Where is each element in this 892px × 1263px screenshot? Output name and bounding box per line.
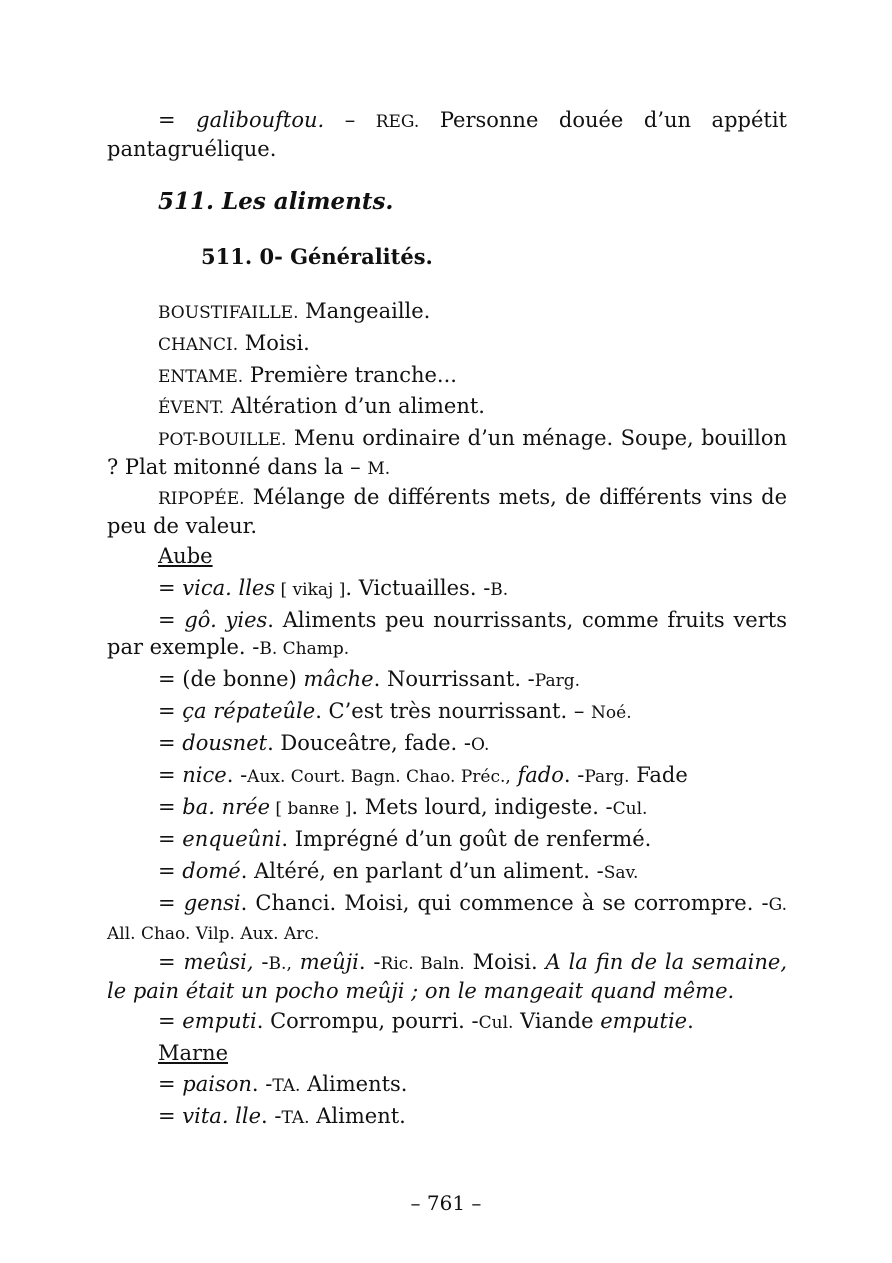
entry-chanci: CHANCI. Moisi.: [158, 331, 310, 355]
intro-entry: = galibouftou. – REG. Personne douée d’un appétit pantagruélique.: [107, 108, 787, 161]
entry-pot-bouille: POT-BOUILLE. Menu ordinaire d’un ménage. Soupe, bouillon ? Plat mitonné dans la – M.: [107, 426, 787, 479]
entry-dome: = domé. Altéré, en parlant d’un aliment. -Sav.: [158, 859, 639, 883]
entry-goyies: = gô. yies. Aliments peu nourrissants, comme fruits verts par exemple. -B. Champ.: [107, 608, 787, 659]
entry-nice: = nice. -Aux. Court. Bagn. Chao. Préc., fado. -Parg. Fade: [158, 763, 688, 787]
region-label-marne: Marne: [158, 1041, 229, 1065]
entry-banree: = ba. nrée [ banʀe ]. Mets lourd, indigeste. -Cul.: [158, 795, 648, 819]
entry-boustifaille: BOUSTIFAILLE. Mangeaille.: [158, 299, 431, 323]
entry-gensi: = gensi. Chanci. Moisi, qui commence à se corrompre. -G. All. Chao. Vilp. Aux. Arc.: [107, 891, 787, 944]
entry-enqueuni: = enqueûni. Imprégné d’un goût de renfermé.: [158, 827, 652, 851]
entry-mache: = (de bonne) mâche. Nourrissant. -Parg.: [158, 667, 581, 691]
section-heading: 511. Les aliments.: [158, 188, 394, 215]
page-number: – 761 –: [410, 1191, 482, 1215]
region-label-aube: Aube: [158, 544, 213, 568]
entry-emputi: = emputi. Corrompu, pourri. -Cul. Viande emputie.: [158, 1009, 694, 1033]
entry-vicalles: = vica. lles [ vikaj ]. Victuailles. -B.: [158, 576, 509, 600]
subsection-heading: 511. 0- Généralités.: [201, 244, 433, 269]
entry-paison: = paison. -TA. Aliments.: [158, 1072, 408, 1096]
entry-repateule: = ça répateûle. C’est très nourrissant. – Noé.: [158, 699, 632, 723]
entry-entame: ENTAME. Première tranche...: [158, 363, 457, 387]
entry-vitalle: = vita. lle. -TA. Aliment.: [158, 1104, 406, 1128]
entry-event: ÉVENT. Altération d’un aliment.: [158, 394, 485, 418]
entry-meusi: = meûsi, -B., meûji. -Ric. Baln. Moisi. A la fin de la semaine, le pain était un pocho meûji ; on le mangeait quand même.: [107, 950, 787, 1003]
entry-dousnet: = dousnet. Douceâtre, fade. -O.: [158, 731, 490, 755]
entry-ripopee: RIPOPÉE. Mélange de différents mets, de différents vins de peu de valeur.: [107, 485, 787, 538]
